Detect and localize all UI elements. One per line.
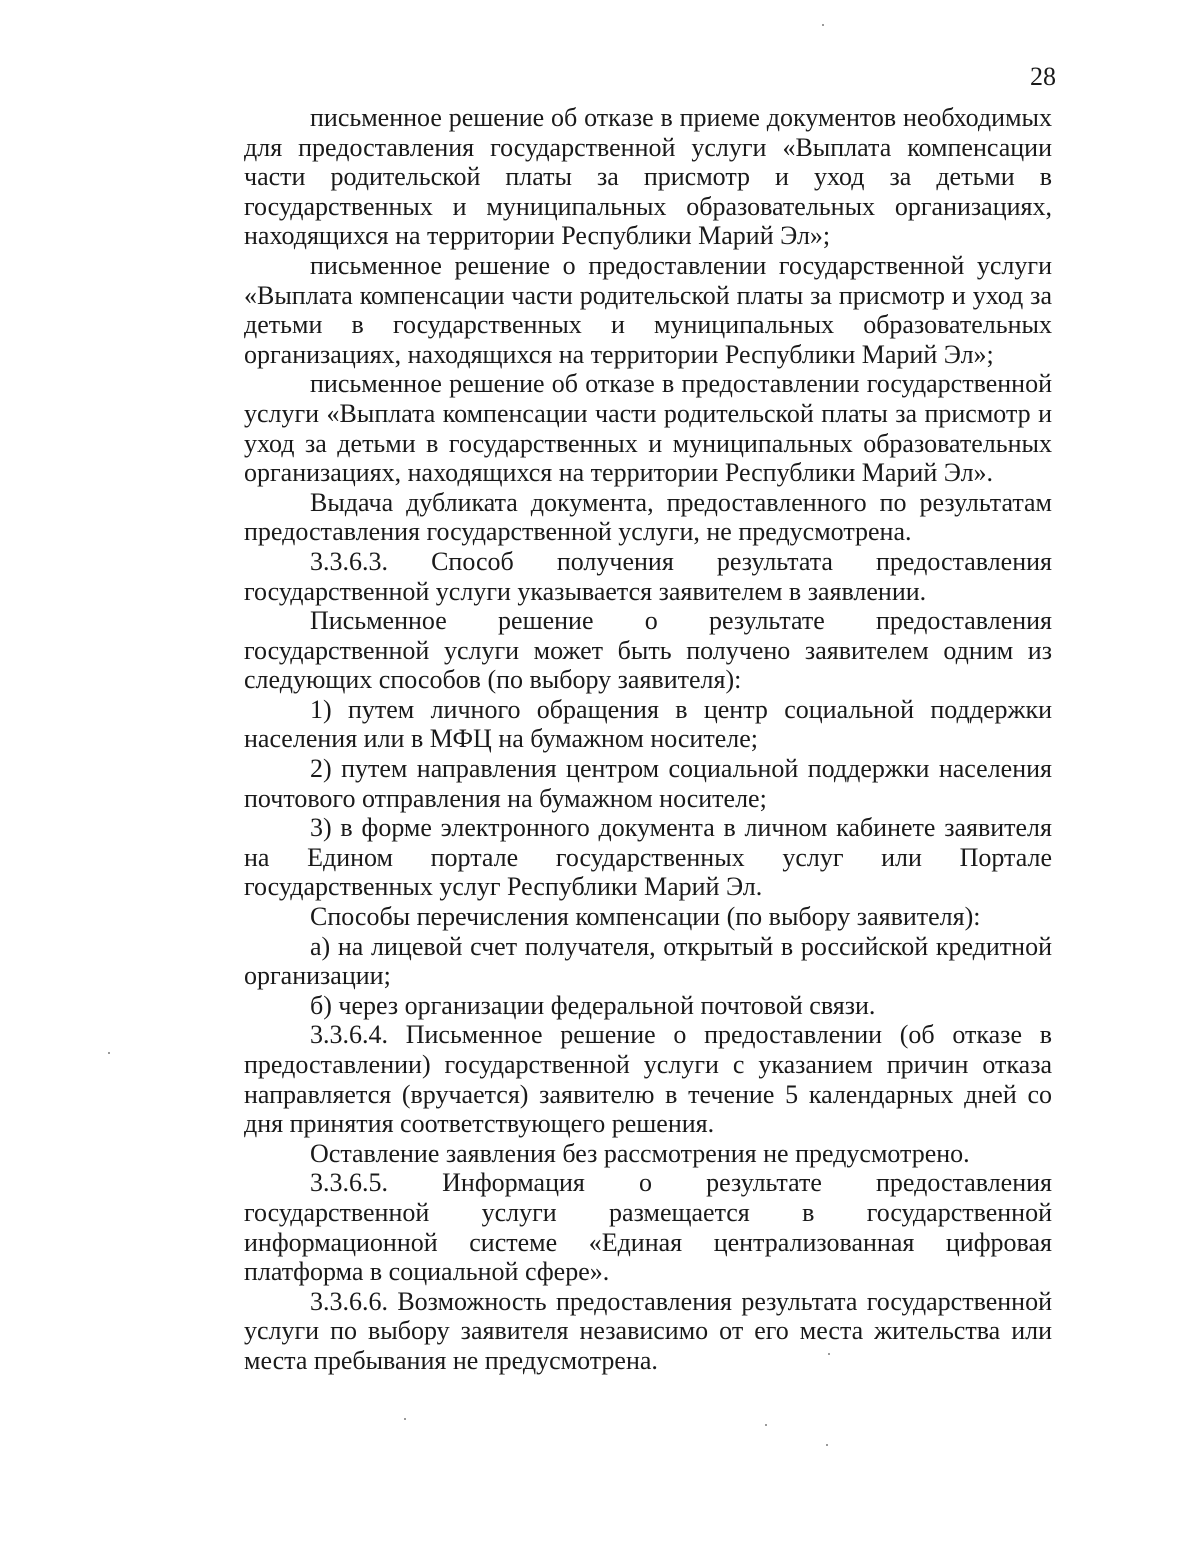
list-item-a: а) на лицевой счет получателя, открытый в российской кредитной организации; xyxy=(244,931,1052,991)
list-item-b: б) через организации федеральной почтовой связи. xyxy=(310,990,876,1020)
scan-speck xyxy=(828,1353,830,1355)
paragraph-3-3-6-4: 3.3.6.4. Письменное решение о предоставлении (об отказе в предоставлении) государственной услуги с указанием причин отказа направляется (вручается) заявителю в течение 5 календарных дней со дня принятия соответствующего решения. xyxy=(244,1020,1052,1139)
list-item-3: 3) в форме электронного документа в личном кабинете заявителя на Едином портале государственных услуг или Портале государственных услуг Республики Марий Эл. xyxy=(244,813,1052,902)
scan-speck xyxy=(822,24,824,26)
list-item-2: 2) путем направления центром социальной поддержки населения почтового отправления на бумажном носителе; xyxy=(244,754,1052,813)
paragraph-decision-to-provide: письменное решение о предоставлении государственной услуги «Выплата компенсации части родительской платы за присмотр и уход за детьми в государственных и муниципальных образовательных организациях, находящихся на территории Республики Марий Эл»; xyxy=(244,250,1052,369)
list-item-1: 1) путем личного обращения в центр социальной поддержки населения или в МФЦ на бумажном носителе; xyxy=(244,694,1052,754)
scan-speck xyxy=(765,1424,767,1426)
paragraph-compensation-transfer: Способы перечисления компенсации (по выбору заявителя): xyxy=(310,902,981,932)
document-body xyxy=(244,103,1052,1376)
scan-speck xyxy=(826,1444,828,1446)
paragraph-no-dismissal: Оставление заявления без рассмотрения не предусмотрено. xyxy=(310,1138,970,1168)
paragraph-refusal-to-accept-documents: письменное решение об отказе в приеме документов необходимых для предоставления государственной услуги «Выплата компенсации части родительской платы за присмотр и уход за детьми в государственных и муниципальных образовательных организациях, находящихся на территории Республики Марий Эл»; xyxy=(244,103,1052,251)
paragraph-ways-to-receive: Письменное решение о результате предоставления государственной услуги может быть получено заявителем одним из следующих способов (по выбору заявителя): xyxy=(244,606,1052,695)
paragraph-refusal-to-provide: письменное решение об отказе в предоставлении государственной услуги «Выплата компенсации части родительской платы за присмотр и уход за детьми в государственных и муниципальных образовательных организациях, находящихся на территории Республики Марий Эл». xyxy=(244,369,1052,488)
paragraph-duplicate-not-issued: Выдача дубликата документа, предоставленного по результатам предоставления государственной услуги, не предусмотрена. xyxy=(244,487,1052,547)
paragraph-3-3-6-5: 3.3.6.5. Информация о результате предоставления государственной услуги размещается в государственной информационной системе «Единая централизованная цифровая платформа в социальной сфере». xyxy=(244,1168,1052,1287)
scan-speck xyxy=(108,1052,110,1054)
paragraph-3-3-6-6: 3.3.6.6. Возможность предоставления результата государственной услуги по выбору заявителя независимо от его места жительства или места пребывания не предусмотрена. xyxy=(244,1286,1052,1375)
paragraph-3-3-6-3: 3.3.6.3. Способ получения результата предоставления государственной услуги указывается заявителем в заявлении. xyxy=(244,546,1052,606)
scan-speck xyxy=(404,1418,406,1420)
page-number: 28 xyxy=(1030,62,1056,91)
